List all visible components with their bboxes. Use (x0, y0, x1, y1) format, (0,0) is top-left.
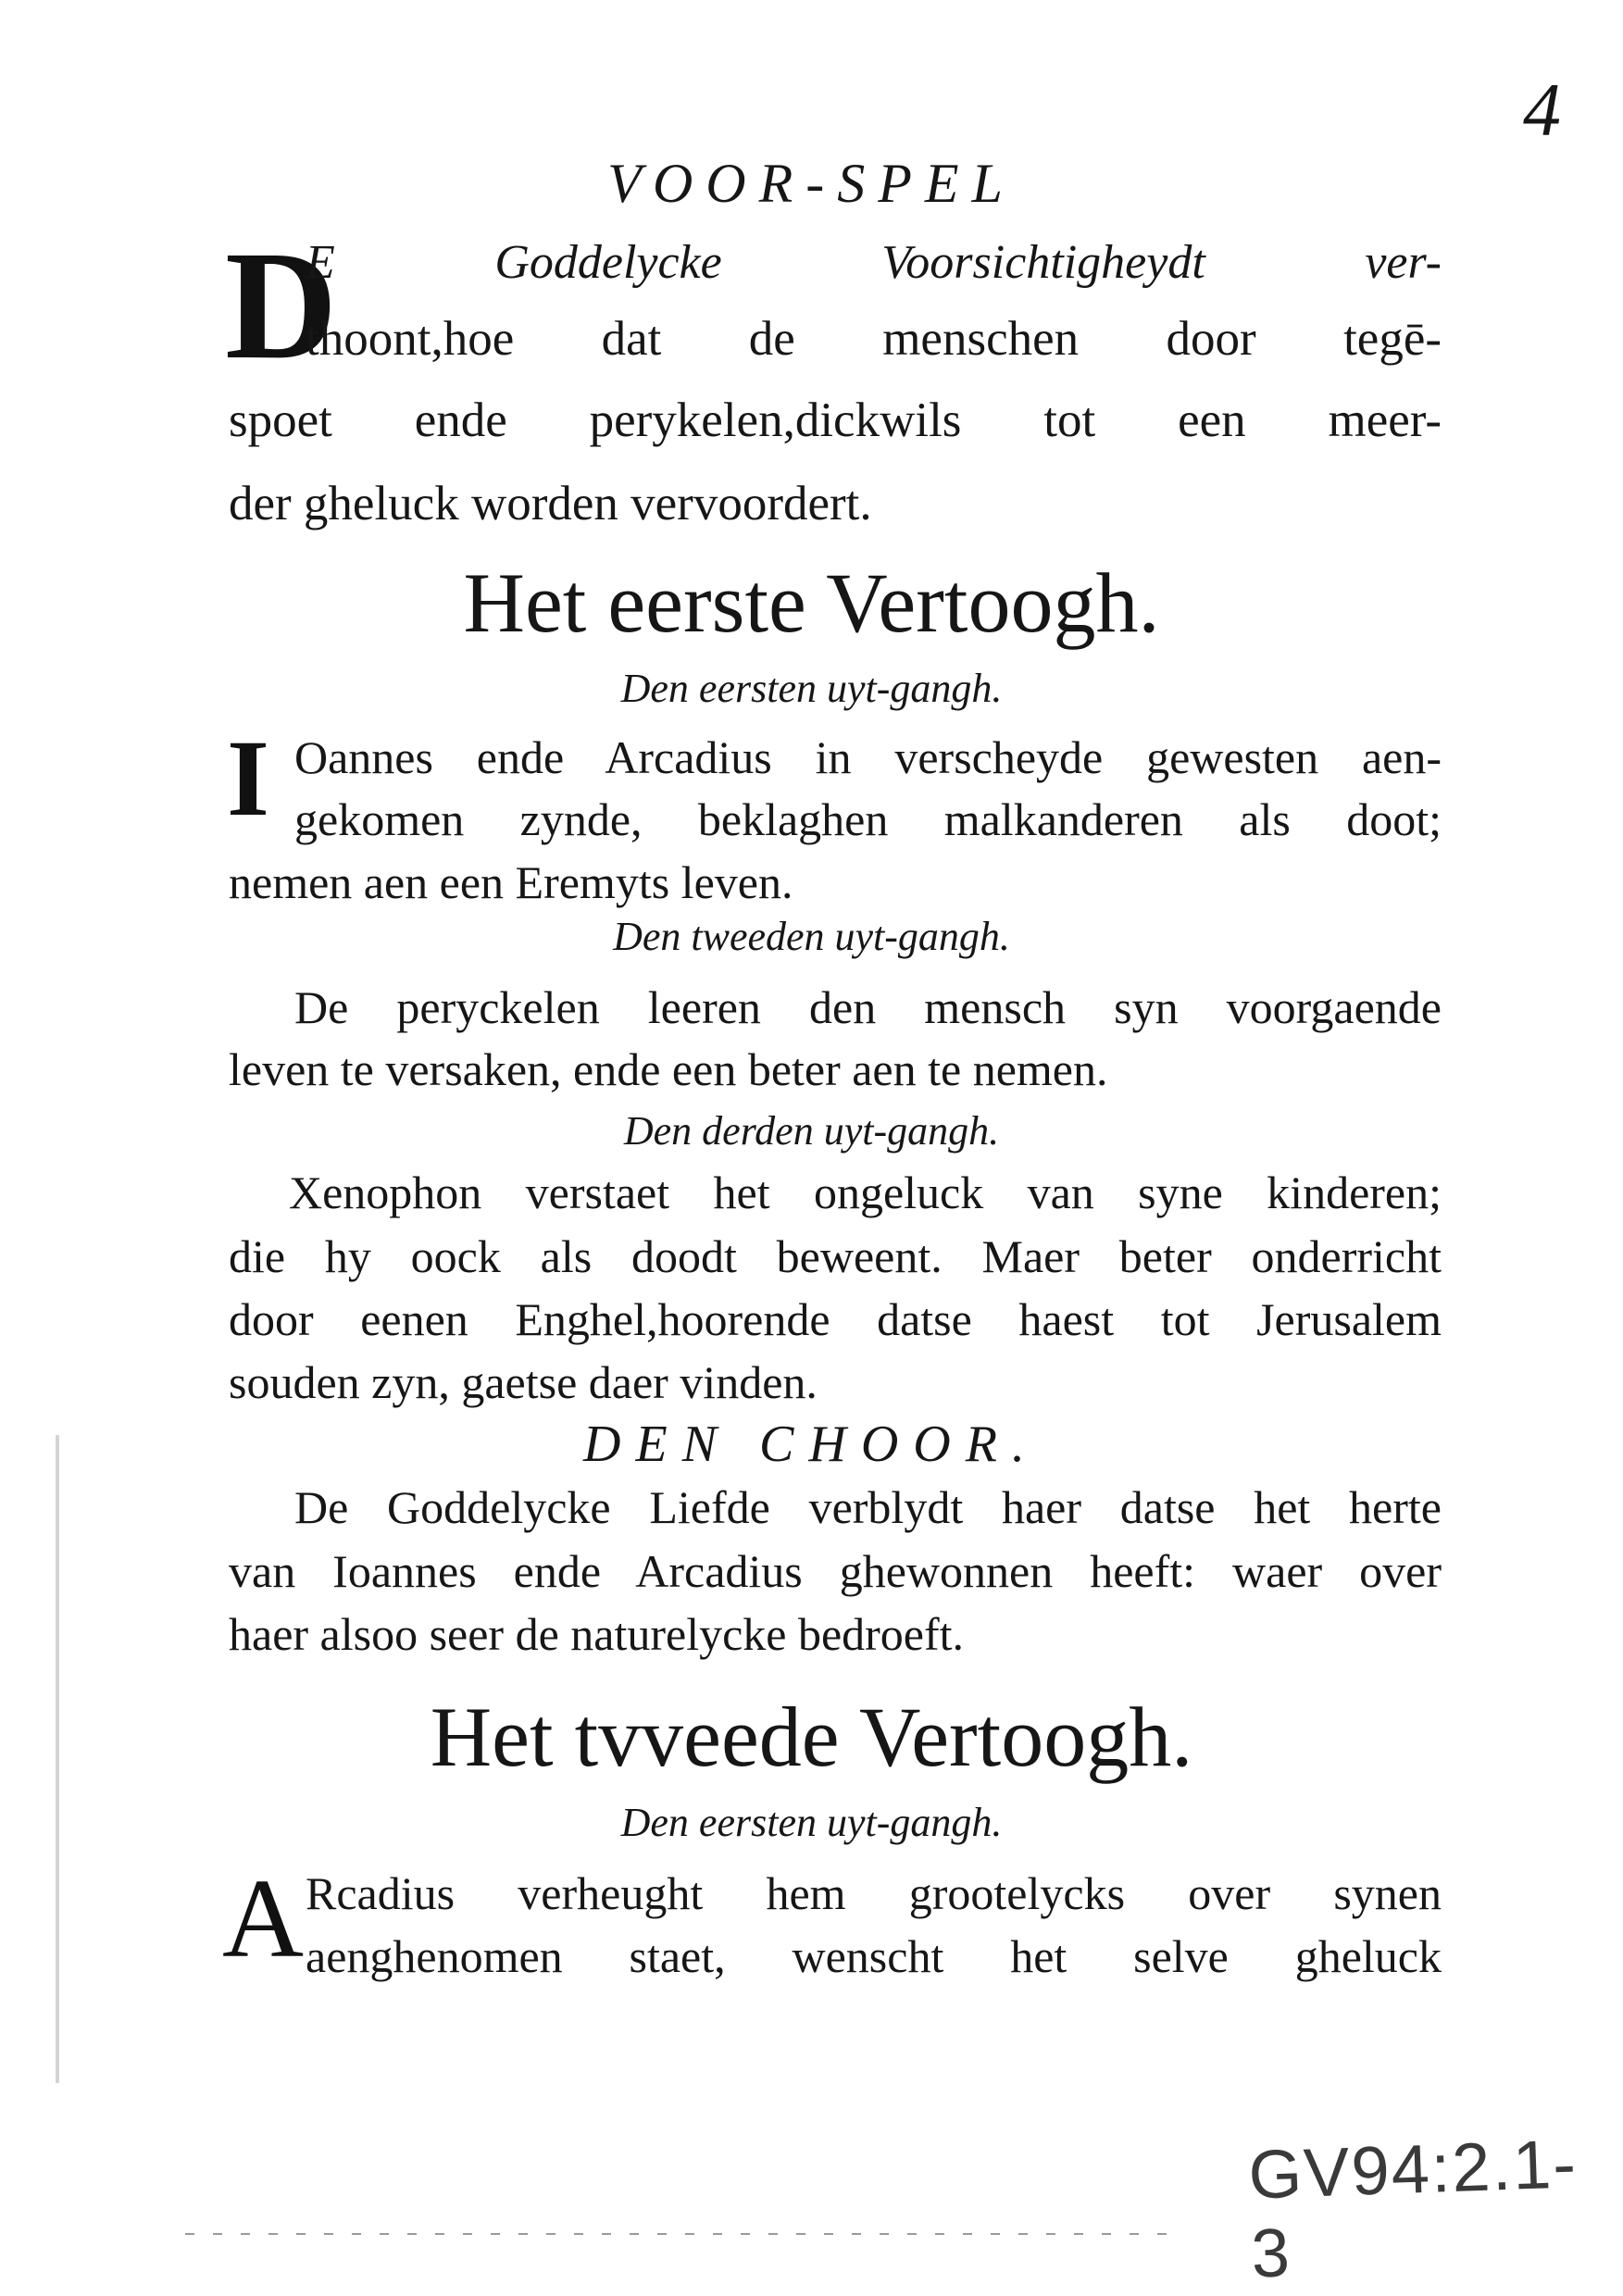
body-line: De Goddelycke Liefde verblydt haer datse het herte (294, 1481, 1442, 1533)
act-label: Den eersten uyt-gangh. (620, 666, 1003, 711)
dropcap-i: I (227, 718, 269, 839)
body-line: gekomen zynde, beklaghen malkanderen als doot; (294, 793, 1442, 845)
intro-line: der gheluck worden vervoordert. (229, 477, 872, 530)
body-line: Oannes ende Arcadius in verscheyde gewesten aen- (294, 731, 1442, 783)
page-title: VOOR-SPEL (607, 153, 1016, 214)
body-line: souden zyn, gaetse daer vinden. (229, 1356, 818, 1408)
body-line: Xenophon verstaet het ongeluck van syne kinderen; (289, 1167, 1442, 1218)
body-line: haer alsoo seer de naturelycke bedroeft. (229, 1608, 965, 1660)
body-line: Rcadius verheught hem grootelycks over synen (306, 1867, 1442, 1919)
dropcap-d: D (225, 219, 338, 392)
body-line: De peryckelen leeren den mensch syn voorgaende (294, 981, 1442, 1033)
act-label: Den eersten uyt-gangh. (620, 1800, 1003, 1845)
page-number: 4 (1523, 68, 1561, 152)
body-line: nemen aen een Eremyts leven. (229, 856, 793, 908)
intro-line: E Goddelycke Voorsichtigheydt ver- (306, 236, 1442, 289)
section-heading: Het eerste Vertoogh. (463, 555, 1160, 650)
section-heading: Het tvveede Vertoogh. (430, 1690, 1193, 1784)
scan-margin-shadow (56, 1435, 59, 2083)
shelfmark: GV94:2.1-3 (1247, 2125, 1579, 2292)
body-line: van Ioannes ende Arcadius ghewonnen heeft: waer over (229, 1545, 1442, 1597)
choir-label: DEN CHOOR. (583, 1416, 1040, 1473)
intro-line: thoont,hoe dat de menschen door tegē- (306, 312, 1442, 366)
act-label: Den tweeden uyt-gangh. (613, 914, 1010, 959)
dropcap-a: A (222, 1856, 305, 1981)
body-line: die hy oock als doodt beweent. Maer beter onderricht (229, 1230, 1442, 1282)
intro-line: spoet ende perykelen,dickwils tot een meer- (229, 393, 1442, 447)
act-label: Den derden uyt-gangh. (623, 1108, 1000, 1154)
body-line: leven te versaken, ende een beter aen te nemen. (229, 1043, 1108, 1095)
body-line: aenghenomen staet, wenscht het selve gheluck (306, 1930, 1442, 1982)
scan-bottom-edge (185, 2233, 1185, 2235)
body-line: door eenen Enghel,hoorende datse haest tot Jerusalem (229, 1293, 1442, 1345)
